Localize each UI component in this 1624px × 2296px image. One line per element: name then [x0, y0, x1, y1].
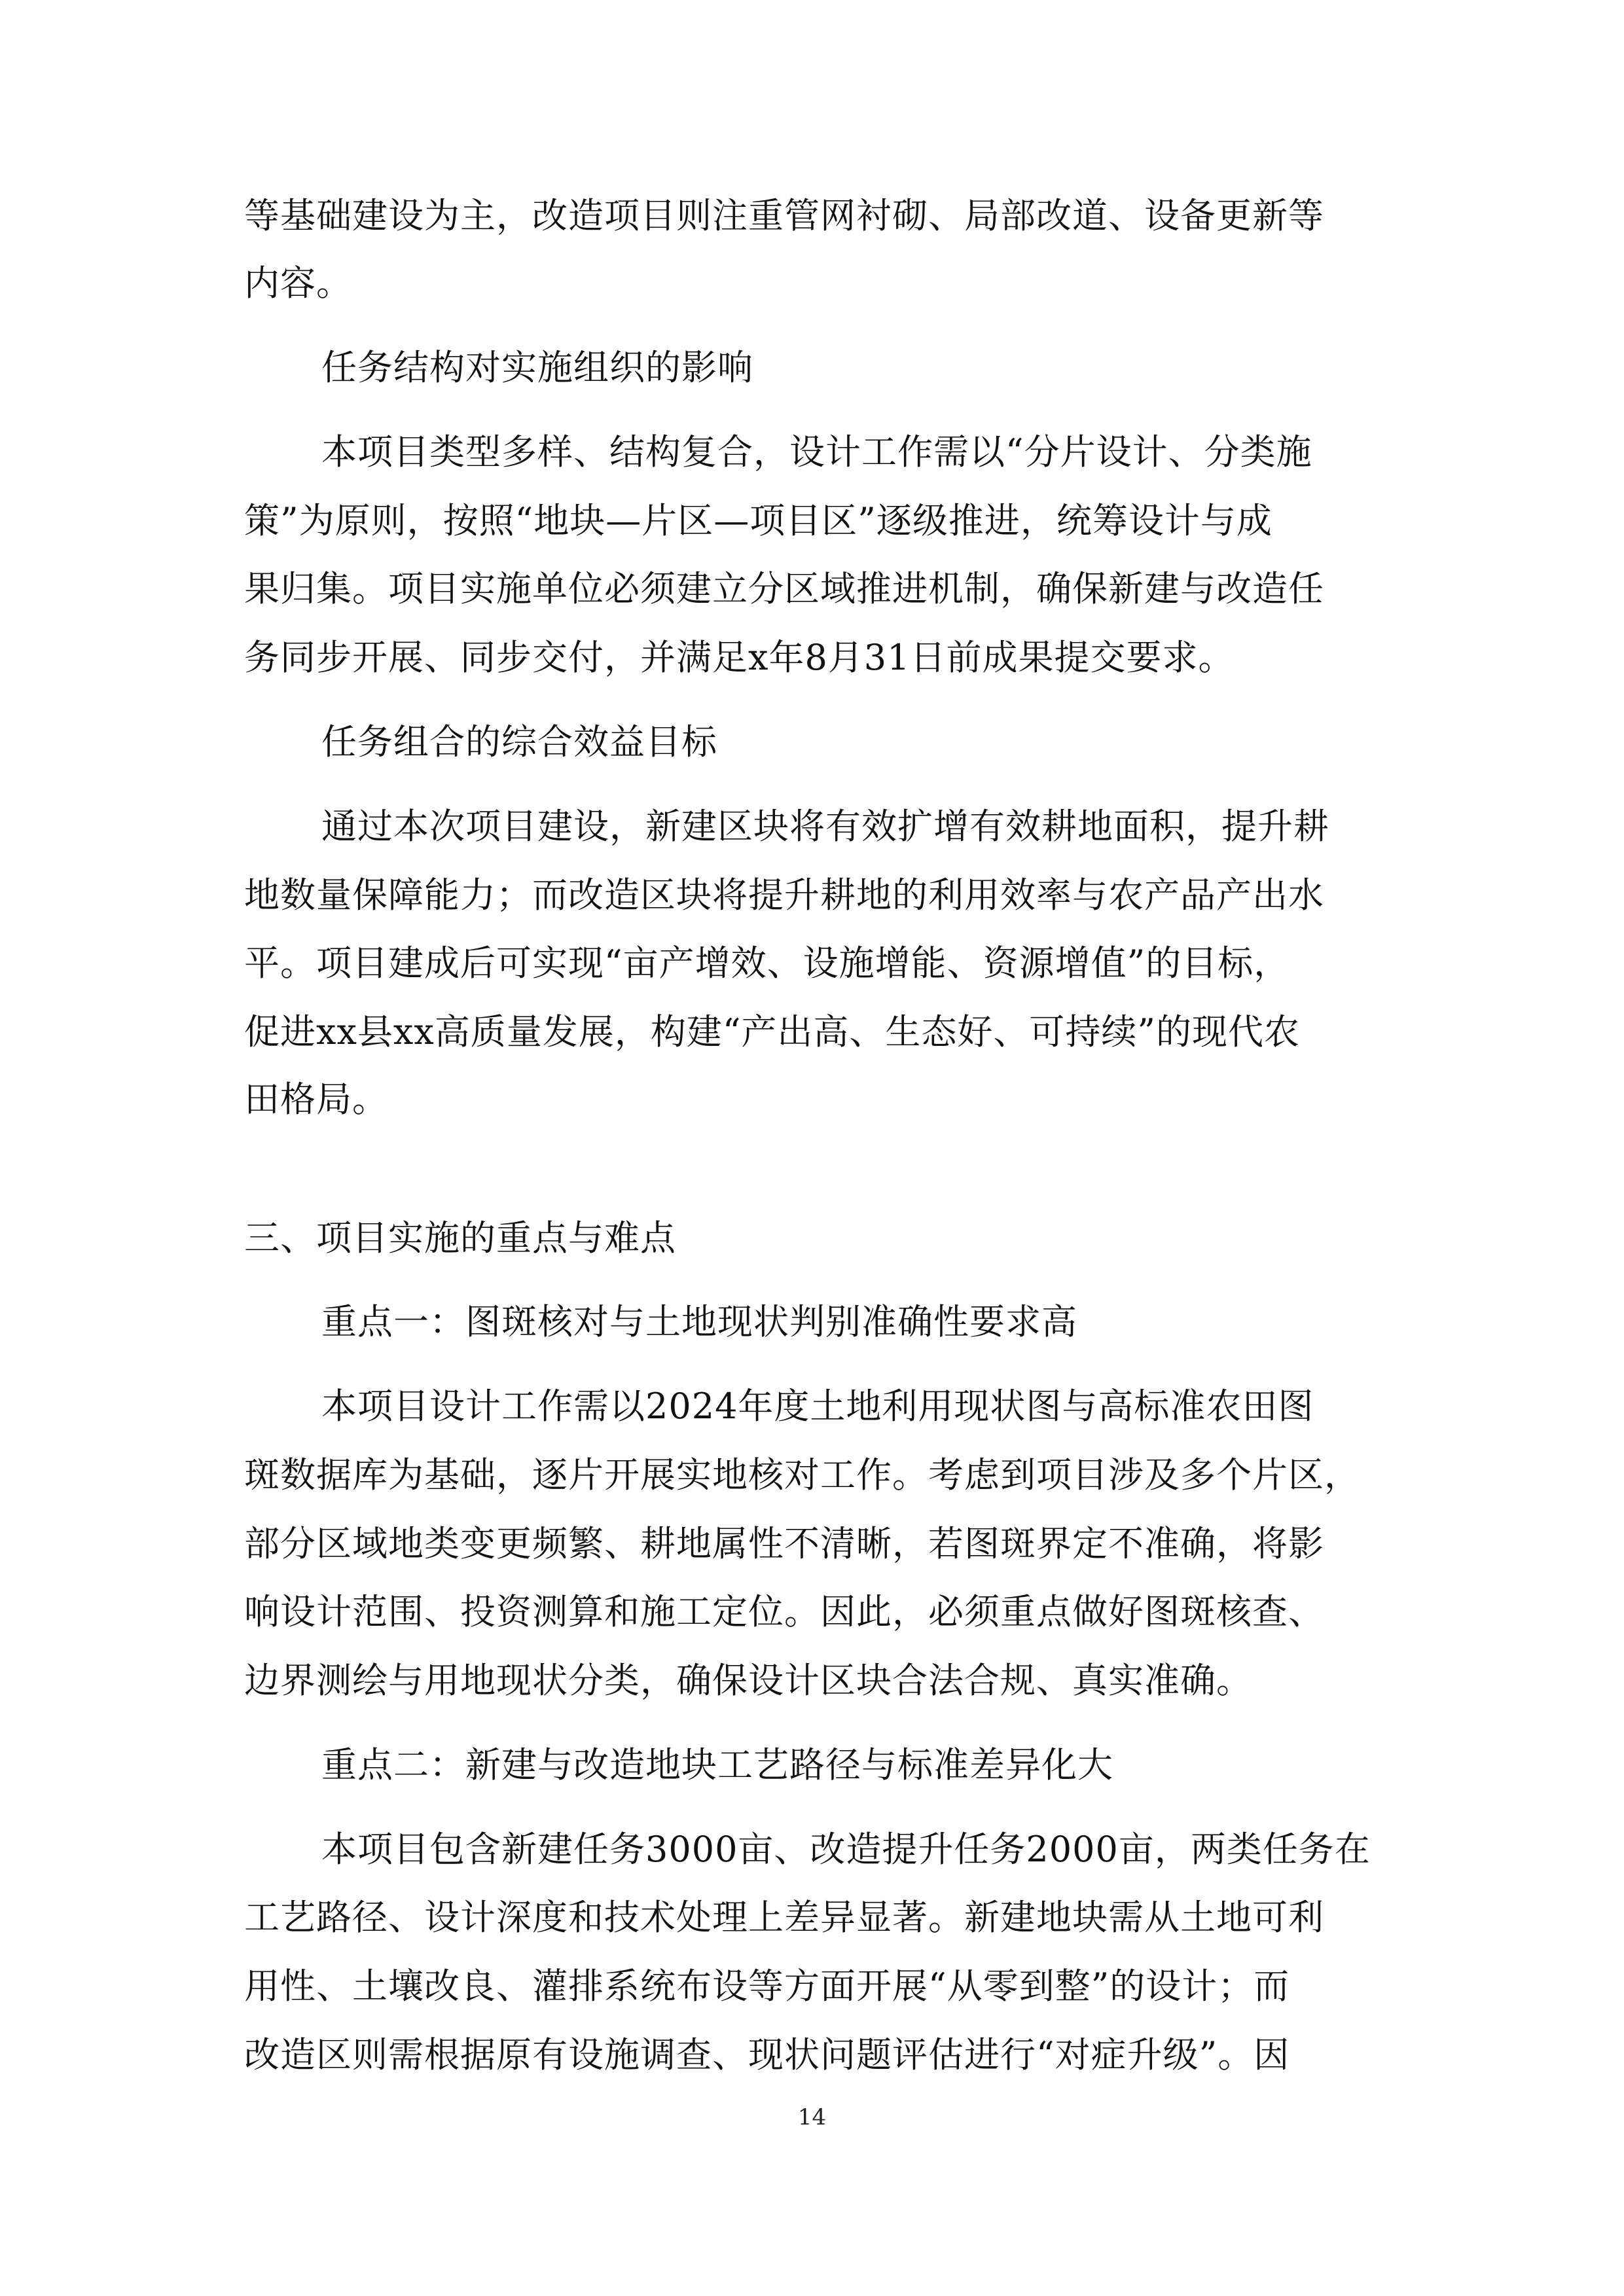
paragraph-line: 本项目包含新建任务3000亩、改造提升任务2000亩，两类任务在: [321, 1829, 1371, 1870]
paragraph-line: 果归集。项目实施单位必须建立分区域推进机制，确保新建与改造任: [244, 568, 1324, 609]
paragraph-line: 通过本次项目建设，新建区块将有效扩增有效耕地面积，提升耕: [321, 806, 1329, 847]
paragraph-line: 平。项目建成后可实现“亩产增效、设施增能、资源增值”的目标，: [244, 942, 1290, 984]
paragraph-line: 策”为原则，按照“地块—片区—项目区”逐级推进，统筹设计与成: [244, 500, 1272, 541]
paragraph-line: 用性、土壤改良、灌排系统布设等方面开展“从零到整”的设计；而: [244, 1965, 1290, 2007]
paragraph-line: 务同步开展、同步交付，并满足x年8月31日前成果提交要求。: [244, 637, 1235, 678]
paragraph-line: 田格局。: [244, 1079, 388, 1120]
subheading-benefit-goals: 任务组合的综合效益目标: [321, 721, 717, 762]
paragraph-line: 地数量保障能力；而改造区块将提升耕地的利用效率与农产品产出水: [244, 874, 1324, 916]
paragraph-line: 本项目类型多样、结构复合，设计工作需以“分片设计、分类施: [321, 431, 1312, 473]
subheading-key-point-one: 重点一：图斑核对与土地现状判别准确性要求高: [321, 1301, 1077, 1342]
subheading-task-structure: 任务结构对实施组织的影响: [321, 347, 753, 388]
section-heading-key-points: 三、项目实施的重点与难点: [244, 1217, 676, 1259]
paragraph-line: 本项目设计工作需以2024年度土地利用现状图与高标准农田图: [321, 1386, 1314, 1427]
paragraph-line: 部分区域地类变更频繁、耕地属性不清晰，若图斑界定不准确，将影: [244, 1523, 1324, 1564]
subheading-key-point-two: 重点二：新建与改造地块工艺路径与标准差异化大: [321, 1744, 1113, 1785]
paragraph-line: 响设计范围、投资测算和施工定位。因此，必须重点做好图斑核查、: [244, 1591, 1324, 1632]
paragraph-line: 工艺路径、设计深度和技术处理上差异显著。新建地块需从土地可利: [244, 1897, 1324, 1938]
paragraph-line: 内容。: [244, 262, 352, 304]
paragraph-line: 改造区则需根据原有设施调查、现状问题评估进行“对症升级”。因: [244, 2034, 1290, 2075]
paragraph-line: 斑数据库为基础，逐片开展实地核对工作。考虑到项目涉及多个片区，: [244, 1454, 1360, 1496]
page-number: 14: [797, 2104, 827, 2130]
paragraph-line: 促进xx县xx高质量发展，构建“产出高、生态好、可持续”的现代农: [244, 1011, 1301, 1052]
paragraph-line: 边界测绘与用地现状分类，确保设计区块合法合规、真实准确。: [244, 1660, 1252, 1701]
paragraph-line: 等基础建设为主，改造项目则注重管网衬砌、局部改道、设备更新等: [244, 195, 1324, 236]
